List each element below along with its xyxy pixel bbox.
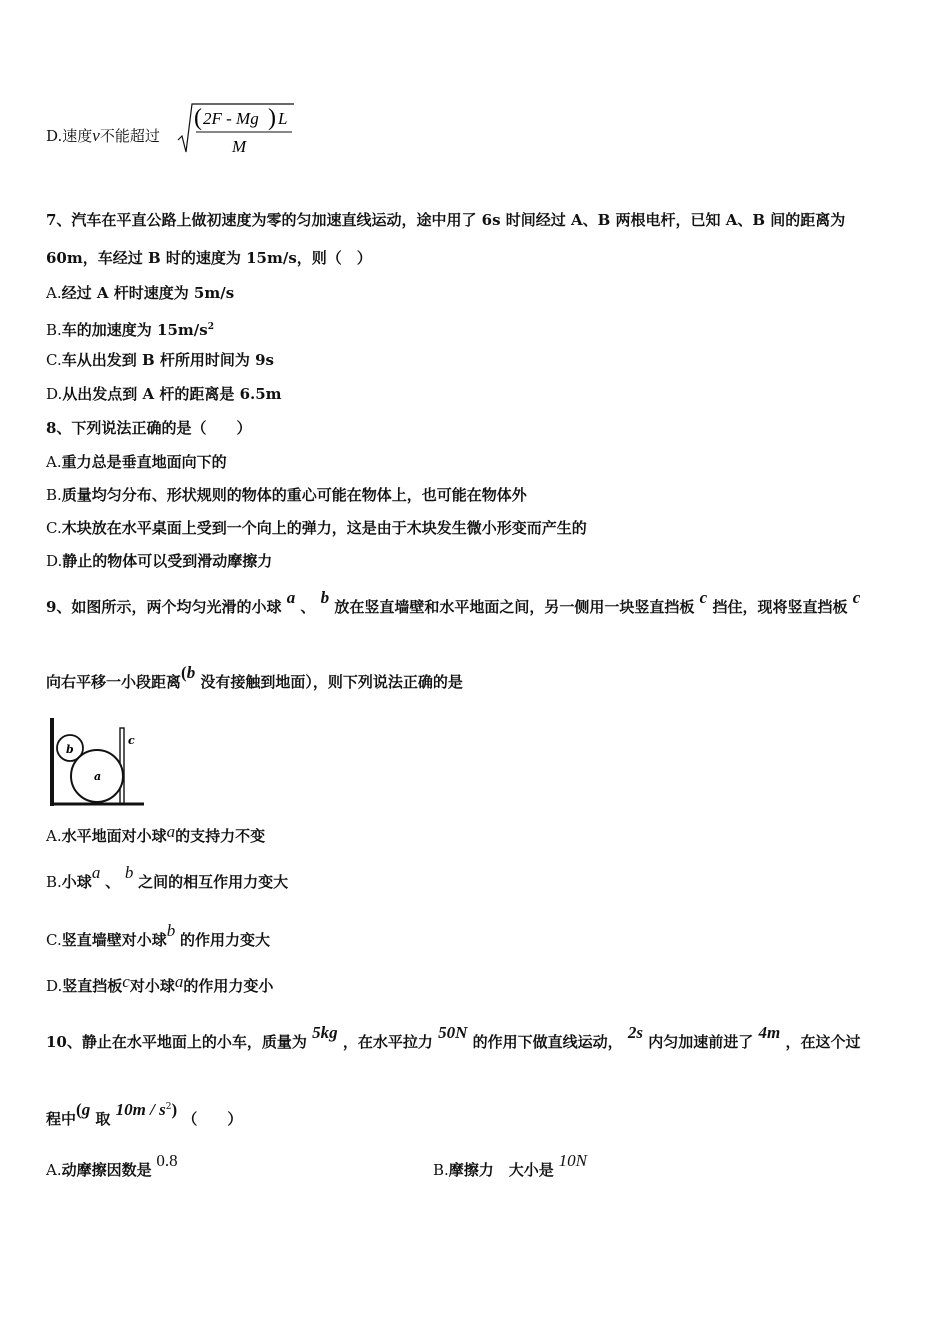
q7-option-d [46,384,282,404]
option-label: A. [46,827,62,845]
q10-stem-line1 [46,1023,861,1052]
q7-option-b [46,317,214,340]
formula-den: M [232,137,247,156]
option-text: 速度 [62,127,93,145]
q7-option-a [46,283,234,303]
formula-num-L: L [278,109,288,128]
option-label: C. [46,351,62,369]
stem-text: 内匀加速前进了 [648,1033,754,1051]
option-text: 重力总是垂直地面向下的 [61,453,227,471]
q8-option-a [46,452,227,472]
option-label: C. [46,519,62,537]
option-text: 小球 [61,873,92,891]
q10-stem-line2 [46,1100,243,1129]
q7-option-c [46,350,274,370]
option-text: 木块放在水平桌面上受到一个向上的弹力，这是由于木块发生微小形变而产生的 [61,519,587,537]
stem-text: 挡住，现将竖直挡板 [712,598,848,616]
formula-num-close: ) [268,105,276,131]
stem-text: ，在这个过 [785,1033,861,1051]
q7-stem-line1: 7、汽车在平直公路上做初速度为零的匀加速直线运动，途中用了 6s 时间经过 A、B 两根电杆，已知 A、B 间的距离为 [46,211,846,229]
math-gravity: 10m / s [115,1100,166,1119]
paren: ( [181,663,187,682]
figure-label-c: c [128,734,135,747]
var-b: b [320,588,330,607]
q9-option-a [46,822,266,846]
var-b: b [124,863,134,882]
var-a: a [166,822,176,841]
paren: ( [76,1100,82,1119]
formula-num-open: ( [194,105,202,131]
q8-option-b [46,485,527,505]
option-label: B. [433,1161,449,1179]
option-label: D. [46,977,63,995]
radical-formula [176,100,296,160]
option-text: 车的加速度为 15m/s [61,321,208,339]
option-label: A. [46,1161,62,1179]
q9-option-c [46,921,271,950]
option-text: 从出发点到 A 杆的距离是 6.5m [62,385,282,403]
stem-text: 10、静止在水平地面上的小车，质量为 [46,1033,307,1051]
option-text: 对小球 [129,977,175,995]
var-v: v [92,126,100,145]
q9-figure [46,716,146,808]
var-b: b [186,663,196,682]
option-label: D. [46,127,63,145]
var-a: a [91,863,101,882]
q7-stem-line2: 60m，车经过 B 时的速度为 15m/s，则（ ） [46,249,372,267]
q9-stem-line2 [46,663,463,692]
separator: 、 [300,598,316,616]
figure-label-a: a [94,770,102,783]
stem-text: ，在水平拉力 [342,1033,433,1051]
option-text: 摩擦力 大小是 [448,1161,554,1179]
option-text: 经过 A 杆时速度为 5m/s [61,284,235,302]
q10-option-a [46,1151,178,1180]
var-a: a [286,588,296,607]
q8-stem: 8、下列说法正确的是（ ） [46,419,252,437]
var-g: g [81,1100,91,1119]
q10-option-b [433,1151,587,1180]
stem-text: 向右平移一小段距离 [46,673,182,691]
q9-option-b [46,863,289,892]
option-label: D. [46,552,63,570]
math-distance: 4m [758,1023,781,1042]
option-label: B. [46,321,62,339]
superscript: 2 [165,1102,172,1112]
var-c: c [699,588,708,607]
option-label: A. [46,284,62,302]
var-c: c [122,972,130,991]
q8-option-c [46,518,587,538]
q8-option-d [46,551,272,571]
stem-text: 放在竖直墙壁和水平地面之间，另一侧用一块竖直挡板 [334,598,695,616]
math-value: 10N [558,1151,587,1170]
option-text: 竖直墙壁对小球 [61,931,167,949]
superscript: 2 [207,322,214,332]
option-text: 不能超过 [99,127,160,145]
math-value: 0.8 [156,1151,178,1170]
option-text: 动摩擦因数是 [61,1161,152,1179]
option-label: D. [46,385,63,403]
math-time: 2s [627,1023,643,1042]
var-c: c [852,588,861,607]
option-label: C. [46,931,62,949]
option-text: 静止的物体可以受到滑动摩擦力 [62,552,273,570]
option-text: 的支持力不变 [175,827,266,845]
math-mass: 5kg [312,1023,338,1042]
separator: 、 [105,873,121,891]
stem-text: 9、如图所示，两个均匀光滑的小球 [46,598,282,616]
option-label: B. [46,873,62,891]
option-text: 水平地面对小球 [61,827,167,845]
option-text: 质量均匀分布、形状规则的物体的重心可能在物体上，也可能在物体外 [61,486,527,504]
var-b: b [166,921,176,940]
paren: ) [171,1100,178,1119]
stem-text: 没有接触到地面），则下列说法正确的是 [200,673,463,691]
option-text: 竖直挡板 [62,977,123,995]
stem-text: 取 [95,1110,111,1128]
option-text: 车从出发到 B 杆所用时间为 9s [61,351,274,369]
math-force: 50N [438,1023,468,1042]
formula-num-expr: 2F - Mg [203,109,259,128]
var-a: a [174,972,184,991]
stem-text: （ ） [182,1110,243,1128]
option-text: 的作用力变小 [183,977,274,995]
option-label: A. [46,453,62,471]
stem-text: 程中 [46,1110,77,1128]
stem-text: 的作用下做直线运动， [472,1033,623,1051]
prev-option-d [46,126,160,146]
option-label: B. [46,486,62,504]
figure-label-b: b [66,743,74,756]
q9-option-d [46,972,274,996]
option-text: 之间的相互作用力变大 [138,873,289,891]
option-text: 的作用力变大 [180,931,271,949]
q9-stem-line1 [46,588,861,617]
